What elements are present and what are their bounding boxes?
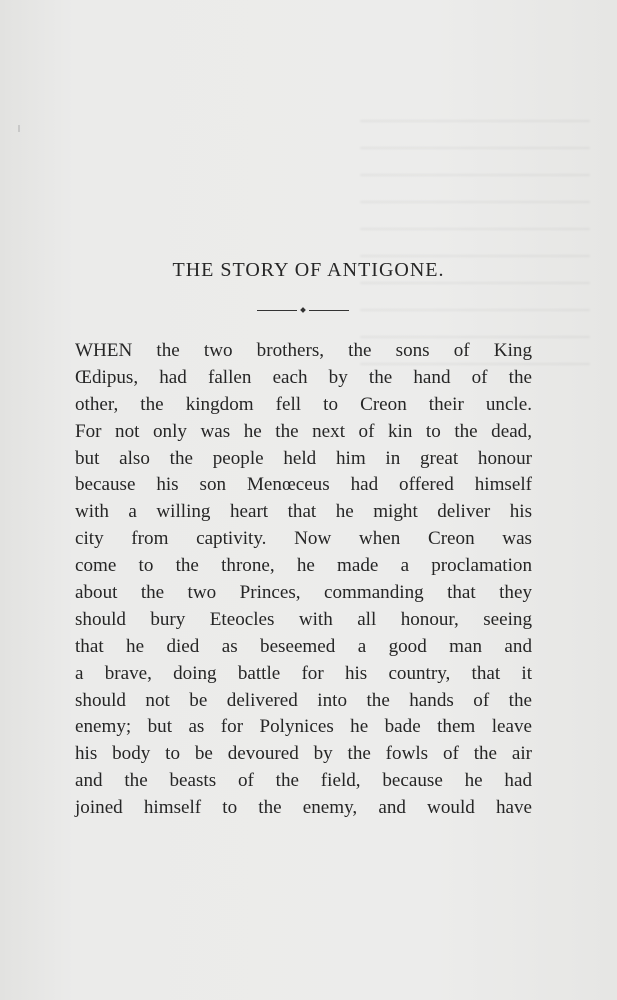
text-line-5: but also the people held him in great honour	[75, 447, 532, 469]
text-line-2: Œdipus, had fallen each by the hand of the	[75, 366, 532, 388]
ornament-left-rule	[257, 310, 297, 311]
ornament-right-rule	[309, 310, 349, 311]
text-line-6: because his son Menœceus had offered himself	[75, 474, 532, 496]
text-line-16: his body to be devoured by the fowls of the air	[75, 743, 532, 765]
text-line-7: with a willing heart that he might deliver his	[75, 501, 532, 523]
text-line-3: other, the kingdom fell to Creon their uncle.	[75, 393, 532, 415]
text-line-17: and the beasts of the field, because he had	[75, 770, 532, 792]
text-line-11: should bury Eteocles with all honour, seeing	[75, 608, 532, 630]
page-mark	[18, 125, 20, 132]
text-line-4: For not only was he the next of kin to the dead,	[75, 420, 532, 442]
text-line-15: enemy; but as for Polynices he bade them leave	[75, 716, 532, 738]
ornament-diamond	[300, 307, 306, 313]
text-line-9: come to the throne, he made a proclamation	[75, 555, 532, 577]
story-text	[75, 338, 532, 822]
text-line-14: should not be delivered into the hands of the	[75, 689, 532, 711]
chapter-title: THE STORY OF ANTIGONE.	[172, 259, 445, 281]
text-line-12: that he died as beseemed a good man and	[75, 635, 532, 657]
text-line-1: WHEN the two brothers, the sons of King	[75, 340, 532, 361]
title-ornament	[257, 306, 349, 314]
text-line-8: city from captivity. Now when Creon was	[75, 528, 532, 550]
text-line-10: about the two Princes, commanding that they	[75, 582, 532, 604]
text-line-13: a brave, doing battle for his country, that it	[75, 662, 532, 684]
text-line-18: joined himself to the enemy, and would have	[75, 797, 532, 819]
